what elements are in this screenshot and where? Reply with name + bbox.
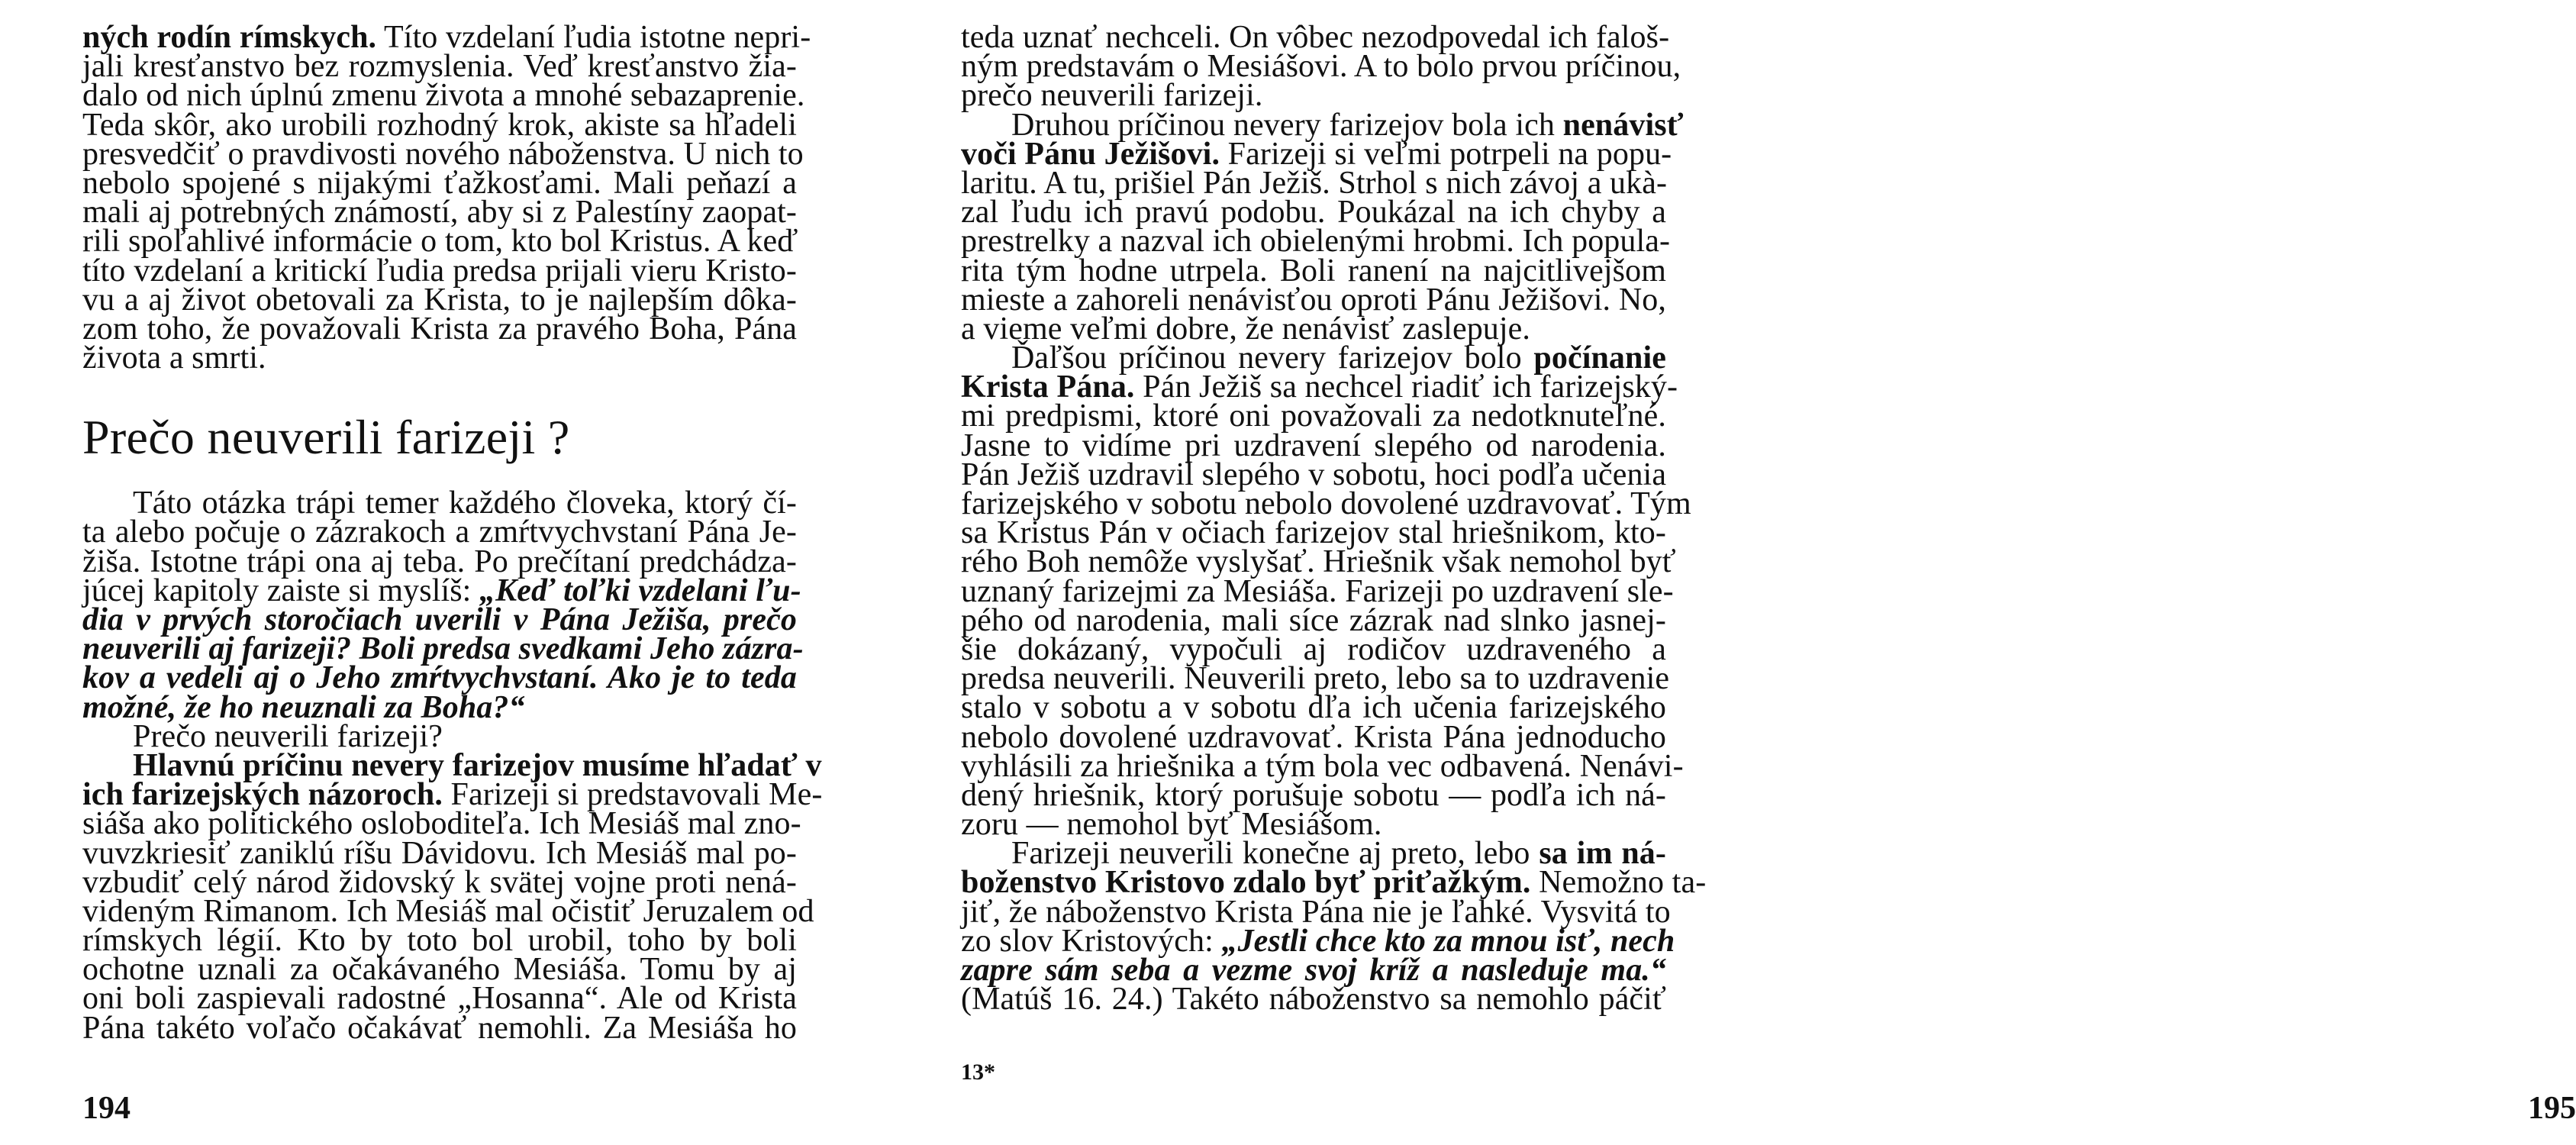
text-run: Farizeji si predstavovali Me- xyxy=(442,777,823,813)
emphasis-text: možné, že ho neuznali za Boha?“ xyxy=(82,689,525,725)
left-paragraph-1 xyxy=(82,20,811,376)
text-run: siáša ako politického osloboditeľa. Ich Mesiáš mal zno- xyxy=(82,806,801,842)
text-line xyxy=(961,20,1670,55)
text-line xyxy=(961,982,1666,1018)
emphasis-text: neuverili aj farizeji? Boli predsa svedkami Jeho zázra- xyxy=(82,631,804,667)
text-line xyxy=(82,253,797,289)
text-run: a vieme veľmi dobre, že nenávisť zaslepuje. xyxy=(961,311,1531,347)
text-line xyxy=(961,661,1670,697)
text-line xyxy=(961,631,1666,667)
text-run: ochotne uznali za očakávaného Mesiáša. Tomu by aj xyxy=(82,952,797,988)
text-line xyxy=(961,953,1666,988)
text-line xyxy=(961,865,1707,901)
text-run: zoru — nemohol byť Mesiášom. xyxy=(961,807,1382,843)
emphasis-text: ných rodín rímskych. xyxy=(82,20,377,55)
text-run: rili spoľahlivé informácie o tom, kto bol Kristus. A keď xyxy=(82,224,798,260)
text-run: Pán Ježiš uzdravil slepého v sobotu, hoci podľa učenia xyxy=(961,456,1667,492)
text-line xyxy=(82,806,801,842)
text-line xyxy=(961,515,1666,551)
emphasis-text: kov a vedeli aj o Jeho zmŕtvychvstaní. Ako je to teda xyxy=(82,660,797,696)
text-run: vzbudiť celý národ židovský k svätej vojne proti nená- xyxy=(82,864,797,900)
text-line xyxy=(961,311,1666,347)
text-run: stalo v sobotu a v sobotu dľa ich učenia farizejského xyxy=(961,690,1666,726)
text-line xyxy=(961,894,1671,930)
text-run: ta alebo počuje o zázrakoch a zmŕtvychvstaní Pána Je- xyxy=(82,514,797,550)
text-line xyxy=(82,835,797,871)
text-line xyxy=(82,224,798,260)
left-text-column xyxy=(82,20,823,1046)
text-run: predsa neuverili. Neuverili preto, lebo sa to uzdravenie xyxy=(961,661,1670,697)
text-run: videným Rimanom. Ich Mesiáš mal očistiť Jeruzalem od xyxy=(82,893,814,929)
text-run: Títo vzdelaní ľudia istotne nepri- xyxy=(376,20,811,55)
text-line xyxy=(82,282,797,318)
section-heading: Prečo neuverili farizeji ? xyxy=(82,410,570,465)
text-run: ným predstavám o Mesiášovi. A to bolo prvou príčinou, xyxy=(961,49,1681,85)
text-line xyxy=(82,660,797,696)
right-text-column xyxy=(961,20,1707,1018)
emphasis-text: nenávisť xyxy=(1562,107,1684,143)
text-run: teda uznať nechceli. On vôbec nezodpovedal ich faloš- xyxy=(961,20,1670,55)
left-paragraph-2 xyxy=(82,485,804,725)
text-line xyxy=(961,719,1666,755)
text-run: uznaný farizejmi za Mesiáša. Farizeji po uzdravení sle- xyxy=(961,573,1674,609)
text-line xyxy=(82,893,814,929)
text-run: rita tým hodne utrpela. Boli ranení na najcitlivejšom xyxy=(961,253,1666,289)
text-run: žiša. Istotne trápi ona aj teba. Po prečítaní predchádza- xyxy=(82,543,797,579)
text-run: pého od narodenia, mali síce zázrak nad slnko jasnej- xyxy=(961,602,1666,638)
text-line xyxy=(82,78,805,114)
text-line xyxy=(82,340,797,376)
emphasis-text: voči Pánu Ježišovi. xyxy=(961,136,1220,172)
text-line xyxy=(961,573,1674,609)
text-line xyxy=(961,427,1666,463)
text-run: (Matúš 16. 24.) Takéto náboženstvo sa nemohlo páčiť xyxy=(961,982,1666,1018)
text-line xyxy=(961,78,1666,114)
text-run: zo slov Kristových: xyxy=(961,923,1222,959)
text-line xyxy=(961,777,1666,813)
text-run: Jasne to vidíme pri uzdravení slepého od narodenia. xyxy=(961,427,1666,463)
emphasis-text: počínanie xyxy=(1533,340,1666,376)
text-line xyxy=(82,747,822,783)
text-run: Farizeji si veľmi potrpeli na popu- xyxy=(1220,136,1672,172)
text-run: Ďaľšou príčinou nevery farizejov bolo xyxy=(1011,340,1534,376)
text-run: presvedčiť o pravdivosti nového náboženstva. U nich to xyxy=(82,136,804,172)
text-line xyxy=(82,777,823,813)
text-line xyxy=(961,107,1684,143)
text-line xyxy=(961,369,1678,405)
text-run: nebolo dovolené uzdravovať. Krista Pána jednoducho xyxy=(961,719,1666,755)
text-run: jali kresťanstvo bez rozmyslenia. Veď kresťanstvo žia- xyxy=(82,49,797,85)
right-paragraph-4 xyxy=(961,836,1707,1018)
signature-mark: 13* xyxy=(961,1060,995,1085)
text-run: života a smrti. xyxy=(82,340,266,376)
text-line xyxy=(82,952,797,988)
text-run: Teda skôr, ako urobili rozhodný krok, akiste sa hľadeli xyxy=(82,107,797,143)
text-line xyxy=(961,282,1666,318)
text-line xyxy=(961,49,1681,85)
text-line xyxy=(961,486,1691,521)
text-line xyxy=(82,311,797,347)
text-run: Nemožno ta- xyxy=(1530,865,1707,901)
text-run: títo vzdelaní a kritickí ľudia predsa prijali vieru Kristo- xyxy=(82,253,797,289)
page-number-right: 195 xyxy=(2528,1091,2576,1126)
text-run: šie dokázaný, vypočuli aj rodičov uzdraveného a xyxy=(961,631,1666,667)
text-line xyxy=(82,543,797,579)
right-paragraph-1 xyxy=(961,20,1681,114)
text-run: mi predpismi, ktoré oni považovali za nedotknuteľné. xyxy=(961,398,1666,434)
text-line xyxy=(82,49,797,85)
text-line xyxy=(82,514,797,550)
left-paragraph-3 xyxy=(82,718,797,754)
right-paragraph-3 xyxy=(961,340,1691,843)
text-line xyxy=(961,602,1666,638)
text-line xyxy=(961,136,1672,172)
left-paragraph-4 xyxy=(82,747,823,1046)
text-line xyxy=(82,20,811,55)
emphasis-text: „Jestli chce kto za mnou isť, nech xyxy=(1221,923,1675,959)
text-line xyxy=(961,836,1666,872)
text-run: mali aj potrebných známostí, aby si z Palestíny zaopat- xyxy=(82,195,797,231)
text-run: nebolo spojené s nijakými ťažkosťami. Mali peňazí a xyxy=(82,165,797,201)
text-line xyxy=(82,718,797,754)
text-run: mieste a zahoreli nenávisťou oproti Pánu Ježišovi. No, xyxy=(961,282,1666,318)
text-run: zom toho, že považovali Krista za pravého Boha, Pána xyxy=(82,311,797,347)
text-line xyxy=(82,136,804,172)
text-line xyxy=(961,165,1668,201)
text-line xyxy=(961,195,1666,231)
text-line xyxy=(961,923,1675,959)
text-line xyxy=(961,340,1666,376)
text-line xyxy=(82,572,801,608)
text-run: vuvzkriesiť zaniklú ríšu Dávidovu. Ich Mesiáš mal po- xyxy=(82,835,797,871)
text-line xyxy=(961,253,1666,289)
text-run: sa Kristus Pán v očiach farizejov stal hriešnikom, kto- xyxy=(961,515,1666,551)
text-run: Prečo neuverili farizeji? xyxy=(133,718,443,754)
text-run: Farizeji neuverili konečne aj preto, lebo xyxy=(1011,836,1539,872)
emphasis-text: Hlavnú príčinu nevery farizejov musíme hľadať v xyxy=(133,747,822,783)
text-line xyxy=(961,544,1676,580)
text-line xyxy=(82,631,804,667)
text-line xyxy=(961,398,1666,434)
emphasis-text: sa im ná- xyxy=(1539,836,1666,872)
text-line xyxy=(961,224,1671,260)
left-page xyxy=(0,0,875,1145)
text-run: júcej kapitoly zaiste si myslíš: xyxy=(82,572,480,608)
emphasis-text: Krista Pána. xyxy=(961,369,1135,405)
text-line xyxy=(82,485,797,521)
emphasis-text: zapre sám seba a vezme svoj kríž a nasleduje ma.“ xyxy=(961,953,1666,988)
text-line xyxy=(82,195,797,231)
emphasis-text: dia v prvých storočiach uverili v Pána Ježiša, prečo xyxy=(82,602,797,637)
text-line xyxy=(961,748,1684,784)
page-number-left: 194 xyxy=(82,1091,131,1126)
text-run: Pán Ježiš sa nechcel riadiť ich farizejský- xyxy=(1134,369,1678,405)
text-run: rého Boh nemôže vyslyšať. Hriešnik však nemohol byť xyxy=(961,544,1676,580)
text-line xyxy=(82,864,797,900)
text-line xyxy=(961,690,1666,726)
right-page xyxy=(875,0,2576,1145)
text-run: oni boli zaspievali radostné „Hosanna“. Ale od Krista xyxy=(82,981,797,1017)
text-line xyxy=(82,165,797,201)
text-run: Druhou príčinou nevery farizejov bola ich xyxy=(1011,107,1563,143)
text-line xyxy=(82,923,797,959)
text-line xyxy=(82,1010,797,1046)
text-line xyxy=(82,981,797,1017)
text-line xyxy=(961,807,1666,843)
emphasis-text: ich farizejských názoroch. xyxy=(82,777,443,813)
text-line xyxy=(82,689,797,725)
text-run: Táto otázka trápi temer každého človeka, ktorý čí- xyxy=(133,485,797,521)
text-run: Pána takéto voľačo očakávať nemohli. Za Mesiáša ho xyxy=(82,1010,797,1046)
text-run: prečo neuverili farizeji. xyxy=(961,78,1263,114)
text-run: vu a aj život obetovali za Krista, to je najlepším dôka- xyxy=(82,282,797,318)
text-run: laritu. A tu, prišiel Pán Ježiš. Strhol s nich závoj a ukà- xyxy=(961,165,1668,201)
text-run: dený hriešnik, ktorý porušuje sobotu — podľa ich ná- xyxy=(961,777,1666,813)
text-run: rímskych légií. Kto by toto bol urobil, toho by boli xyxy=(82,923,797,959)
text-line xyxy=(961,456,1667,492)
right-paragraph-2 xyxy=(961,107,1684,347)
text-line xyxy=(82,107,797,143)
text-run: vyhlásili za hriešnika a tým bola vec odbavená. Nenávi- xyxy=(961,748,1684,784)
text-run: farizejského v sobotu nebolo dovolené uzdravovať. Tým xyxy=(961,486,1691,521)
text-run: prestrelky a nazval ich obielenými hrobmi. Ich popula- xyxy=(961,224,1671,260)
text-run: jiť, že náboženstvo Krista Pána nie je ľahké. Vysvitá to xyxy=(961,894,1671,930)
text-run: dalo od nich úplnú zmenu života a mnohé sebazaprenie. xyxy=(82,78,805,114)
text-line xyxy=(82,602,797,637)
emphasis-text: boženstvo Kristovo zdalo byť priťažkým. xyxy=(961,865,1531,901)
text-run: zal ľudu ich pravú podobu. Poukázal na ich chyby a xyxy=(961,195,1666,231)
emphasis-text: „Keď toľki vzdelani ľu- xyxy=(479,572,801,608)
